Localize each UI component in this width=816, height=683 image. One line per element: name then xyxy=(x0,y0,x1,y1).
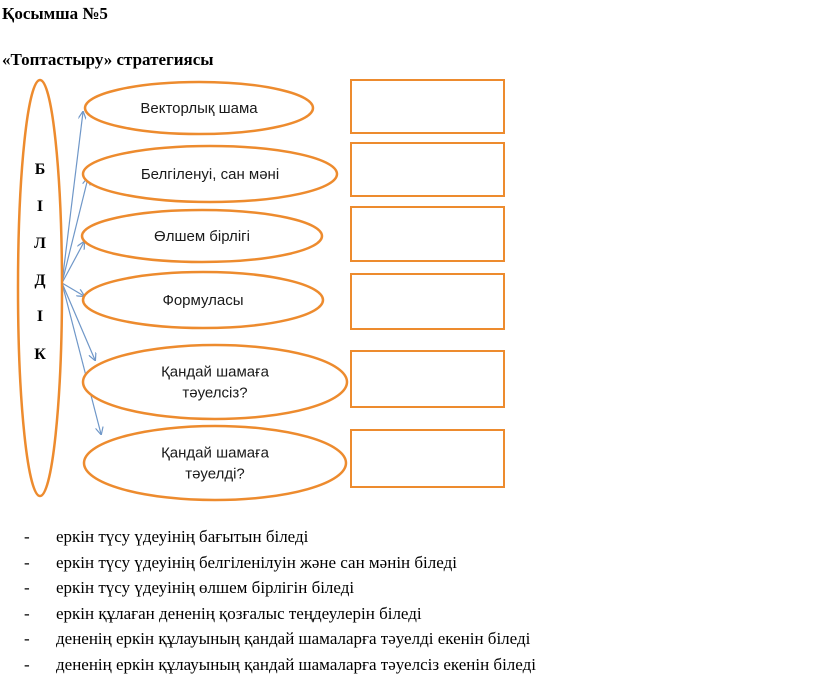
strategy-title: «Топтастыру» стратегиясы xyxy=(2,50,214,69)
concept-oval-4 xyxy=(83,272,323,328)
outcomes-list xyxy=(24,524,536,677)
vertical-letter: І xyxy=(36,198,44,215)
answer-box-2[interactable] xyxy=(351,143,504,196)
answer-box-3[interactable] xyxy=(351,207,504,261)
list-item-text: еркін түсу үдеуінің өлшем бірлігін біледі xyxy=(56,578,355,597)
list-item xyxy=(24,550,536,576)
document-title: Қосымша №5 xyxy=(2,4,108,23)
vertical-letter: К xyxy=(34,346,46,363)
list-item-text: еркін құлаған дененің қозғалыс теңдеулерін біледі xyxy=(56,603,422,623)
answer-box-1[interactable] xyxy=(351,80,504,133)
list-item-text: дененің еркін құлауының қандай шамаларға тәуелсіз екенін біледі xyxy=(56,654,536,674)
oval-label: тәуелсіз? xyxy=(182,384,248,402)
answer-box-6[interactable] xyxy=(351,430,504,487)
vertical-letter: І xyxy=(36,308,44,325)
connector-arrow-3 xyxy=(62,242,84,283)
concept-oval-3 xyxy=(82,210,322,262)
list-item xyxy=(24,652,536,678)
answer-box-5[interactable] xyxy=(351,351,504,407)
oval-label: тәуелді? xyxy=(185,465,245,483)
list-item-text: дененің еркін құлауының қандай шамаларға тәуелді екенін біледі xyxy=(56,629,531,648)
list-item xyxy=(24,524,536,550)
list-item-text: еркін түсу үдеуінің белгіленілуін және сан мәнін біледі xyxy=(56,552,457,572)
vertical-letter: Д xyxy=(34,272,46,289)
oval-label: Белгіленуі, сан мәні xyxy=(140,166,280,183)
vertical-letter: Б xyxy=(34,161,46,178)
oval-label: Өлшем бірлігі xyxy=(154,228,250,245)
vertical-letter: Л xyxy=(34,235,46,252)
dash-bullet: - xyxy=(24,603,30,623)
dash-bullet: - xyxy=(24,527,30,546)
oval-label: Векторлық шама xyxy=(140,100,258,117)
concept-oval-5 xyxy=(83,345,347,419)
dash-bullet: - xyxy=(24,654,30,674)
list-item xyxy=(24,575,536,601)
list-item xyxy=(24,626,536,652)
dash-bullet: - xyxy=(24,629,30,648)
concept-oval-1 xyxy=(85,82,313,134)
concept-oval-6 xyxy=(84,426,346,500)
list-item xyxy=(24,601,536,627)
oval-label: Формуласы xyxy=(162,292,244,309)
dash-bullet: - xyxy=(24,552,30,572)
concept-oval-2 xyxy=(83,146,337,202)
oval-label: Қандай шамаға xyxy=(161,444,269,462)
answer-box-4[interactable] xyxy=(351,274,504,329)
list-item-text: еркін түсу үдеуінің бағытын біледі xyxy=(56,527,309,546)
dash-bullet: - xyxy=(24,578,30,597)
connector-arrow-1 xyxy=(62,112,83,283)
oval-label: Қандай шамаға xyxy=(161,363,269,381)
